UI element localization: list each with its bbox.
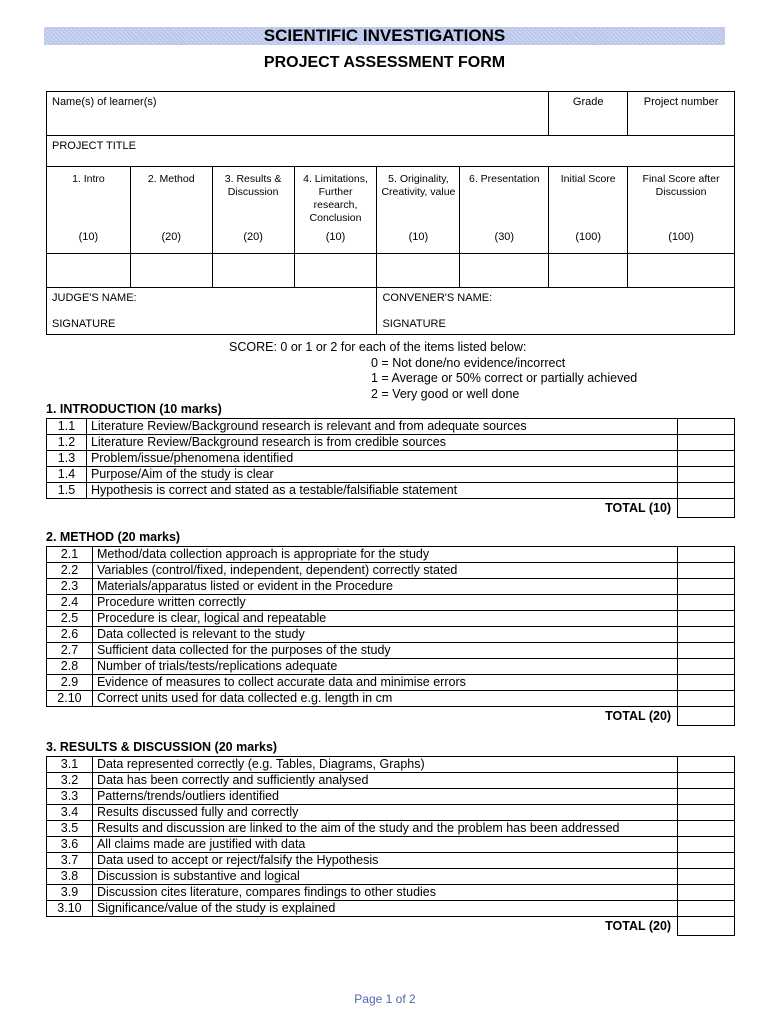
criterion-number: 3.10: [47, 901, 93, 917]
criterion-score-cell[interactable]: [678, 757, 735, 773]
criterion-score-cell[interactable]: [678, 691, 735, 707]
max-presentation: (30): [460, 231, 549, 253]
criterion-row: [47, 853, 735, 869]
project-title-label: PROJECT TITLE: [52, 140, 136, 152]
total-label: TOTAL (20): [47, 707, 678, 726]
section-intro-title: 1. INTRODUCTION (10 marks): [46, 402, 222, 416]
criterion-number: 2.10: [47, 691, 93, 707]
criterion-text: Results and discussion are linked to the aim of the study and the problem has been addressed: [92, 821, 677, 837]
criterion-row: [47, 563, 735, 579]
score-cell[interactable]: [130, 253, 212, 287]
judge-field[interactable]: [47, 287, 377, 334]
criterion-number: 2.6: [47, 627, 93, 643]
criterion-text: Literature Review/Background research is relevant and from adequate sources: [86, 419, 677, 435]
criterion-row: [47, 789, 735, 805]
criterion-score-cell[interactable]: [678, 483, 735, 499]
col-initial-score: Initial Score: [549, 167, 628, 232]
criterion-text: Literature Review/Background research is from credible sources: [86, 435, 677, 451]
score-cell[interactable]: [377, 253, 460, 287]
criterion-row: [47, 659, 735, 675]
criterion-score-cell[interactable]: [678, 579, 735, 595]
criterion-number: 2.5: [47, 611, 93, 627]
criterion-row: [47, 675, 735, 691]
col-final-score: Final Score after Discussion: [628, 167, 735, 232]
criterion-row: [47, 901, 735, 917]
criterion-score-cell[interactable]: [678, 451, 735, 467]
criterion-row: [47, 467, 735, 483]
criterion-row: [47, 837, 735, 853]
score-cell[interactable]: [628, 253, 735, 287]
score-cell[interactable]: [212, 253, 294, 287]
criterion-text: Data has been correctly and sufficiently analysed: [92, 773, 677, 789]
criterion-text: Number of trials/tests/replications adequate: [92, 659, 677, 675]
criterion-number: 2.1: [47, 547, 93, 563]
project-number-label: Project number: [643, 96, 719, 108]
project-title-field[interactable]: [47, 136, 735, 167]
section-results-title: 3. RESULTS & DISCUSSION (20 marks): [46, 740, 278, 754]
criterion-score-cell[interactable]: [678, 595, 735, 611]
criterion-row: [47, 451, 735, 467]
criterion-row: [47, 627, 735, 643]
max-results: (20): [212, 231, 294, 253]
criterion-row: [47, 805, 735, 821]
max-limitations: (10): [294, 231, 377, 253]
criterion-number: 2.9: [47, 675, 93, 691]
criterion-score-cell[interactable]: [678, 837, 735, 853]
criterion-score-cell[interactable]: [678, 643, 735, 659]
criterion-row: [47, 419, 735, 435]
criterion-score-cell[interactable]: [678, 659, 735, 675]
criterion-text: Data used to accept or reject/falsify the Hypothesis: [92, 853, 677, 869]
criterion-number: 3.4: [47, 805, 93, 821]
col-intro: 1. Intro: [47, 167, 131, 232]
criterion-text: Materials/apparatus listed or evident in the Procedure: [92, 579, 677, 595]
criterion-score-cell[interactable]: [678, 821, 735, 837]
criterion-number: 3.3: [47, 789, 93, 805]
criterion-score-cell[interactable]: [678, 805, 735, 821]
criterion-text: Procedure written correctly: [92, 595, 677, 611]
judge-name-label: JUDGE'S NAME:: [52, 291, 137, 304]
total-score-cell[interactable]: [678, 917, 735, 936]
criterion-number: 2.7: [47, 643, 93, 659]
criterion-score-cell[interactable]: [678, 435, 735, 451]
total-label: TOTAL (20): [47, 917, 678, 936]
criterion-text: Sufficient data collected for the purposes of the study: [92, 643, 677, 659]
score-cell[interactable]: [549, 253, 628, 287]
col-method: 2. Method: [130, 167, 212, 232]
criterion-row: [47, 547, 735, 563]
criterion-text: All claims made are justified with data: [92, 837, 677, 853]
page-number: Page 1 of 2: [354, 992, 416, 1006]
section-intro-table: [46, 418, 735, 518]
criterion-row: [47, 885, 735, 901]
criterion-text: Patterns/trends/outliers identified: [92, 789, 677, 805]
criterion-number: 3.1: [47, 757, 93, 773]
score-cell[interactable]: [294, 253, 377, 287]
criterion-score-cell[interactable]: [678, 563, 735, 579]
score-level-2: 2 = Very good or well done: [371, 387, 520, 401]
criterion-number: 1.1: [47, 419, 87, 435]
project-number-field[interactable]: [628, 92, 735, 136]
max-final-score: (100): [628, 231, 735, 253]
judge-signature-label: SIGNATURE: [52, 317, 116, 330]
criterion-row: [47, 757, 735, 773]
criterion-score-cell[interactable]: [678, 675, 735, 691]
section-results-table: [46, 756, 735, 936]
criterion-score-cell[interactable]: [678, 869, 735, 885]
criterion-text: Procedure is clear, logical and repeatable: [92, 611, 677, 627]
criterion-text: Method/data collection approach is appropriate for the study: [92, 547, 677, 563]
criterion-score-cell[interactable]: [678, 789, 735, 805]
convener-signature-label: SIGNATURE: [382, 317, 446, 330]
criterion-text: Problem/issue/phenomena identified: [86, 451, 677, 467]
score-level-1: 1 = Average or 50% correct or partially achieved: [371, 371, 638, 385]
criterion-score-cell[interactable]: [678, 547, 735, 563]
criterion-number: 3.2: [47, 773, 93, 789]
criterion-text: Results discussed fully and correctly: [92, 805, 677, 821]
total-row: [47, 917, 735, 936]
criterion-text: Discussion is substantive and logical: [92, 869, 677, 885]
criterion-score-cell[interactable]: [678, 773, 735, 789]
criterion-text: Data represented correctly (e.g. Tables, Diagrams, Graphs): [92, 757, 677, 773]
criterion-row: [47, 773, 735, 789]
score-heading: SCORE: 0 or 1 or 2 for each of the items listed below:: [229, 340, 527, 354]
criterion-score-cell[interactable]: [678, 901, 735, 917]
assessment-header-table: [46, 91, 735, 335]
criterion-number: 3.6: [47, 837, 93, 853]
score-cell[interactable]: [460, 253, 549, 287]
criterion-number: 1.3: [47, 451, 87, 467]
criterion-number: 2.4: [47, 595, 93, 611]
criterion-row: [47, 821, 735, 837]
criterion-row: [47, 869, 735, 885]
total-label: TOTAL (10): [47, 499, 678, 518]
criterion-number: 2.8: [47, 659, 93, 675]
criterion-score-cell[interactable]: [678, 611, 735, 627]
score-level-0: 0 = Not done/no evidence/incorrect: [371, 356, 566, 370]
criterion-number: 3.8: [47, 869, 93, 885]
criterion-score-cell[interactable]: [678, 467, 735, 483]
criterion-number: 2.2: [47, 563, 93, 579]
criterion-row: [47, 595, 735, 611]
criterion-number: 2.3: [47, 579, 93, 595]
criterion-score-cell[interactable]: [678, 853, 735, 869]
convener-field[interactable]: [377, 287, 735, 334]
grade-field[interactable]: [549, 92, 628, 136]
criterion-score-cell[interactable]: [678, 419, 735, 435]
criterion-text: Hypothesis is correct and stated as a testable/falsifiable statement: [86, 483, 677, 499]
total-score-cell[interactable]: [678, 499, 735, 518]
max-method: (20): [130, 231, 212, 253]
criterion-row: [47, 691, 735, 707]
criterion-number: 1.2: [47, 435, 87, 451]
col-limitations: 4. Limitations, Further research, Conclusion: [294, 167, 377, 232]
max-intro: (10): [47, 231, 131, 253]
col-results: 3. Results & Discussion: [212, 167, 294, 232]
total-score-cell[interactable]: [678, 707, 735, 726]
criterion-number: 3.5: [47, 821, 93, 837]
score-cell[interactable]: [47, 253, 131, 287]
criterion-text: Correct units used for data collected e.g. length in cm: [92, 691, 677, 707]
form-title: SCIENTIFIC INVESTIGATIONS: [263, 26, 506, 45]
section-method-table: [46, 546, 735, 726]
criterion-row: [47, 643, 735, 659]
form-subtitle: PROJECT ASSESSMENT FORM: [263, 54, 506, 71]
total-row: [47, 707, 735, 726]
criterion-text: Discussion cites literature, compares findings to other studies: [92, 885, 677, 901]
col-presentation: 6. Presentation: [460, 167, 549, 232]
criterion-number: 3.7: [47, 853, 93, 869]
criterion-number: 3.9: [47, 885, 93, 901]
section-method-title: 2. METHOD (20 marks): [46, 530, 181, 544]
max-originality: (10): [377, 231, 460, 253]
col-originality: 5. Originality, Creativity, value: [377, 167, 460, 232]
criterion-text: Variables (control/fixed, independent, dependent) correctly stated: [92, 563, 677, 579]
criterion-row: [47, 579, 735, 595]
criterion-row: [47, 435, 735, 451]
criterion-score-cell[interactable]: [678, 885, 735, 901]
criterion-row: [47, 483, 735, 499]
max-initial-score: (100): [549, 231, 628, 253]
criterion-text: Significance/value of the study is explained: [92, 901, 677, 917]
criterion-number: 1.5: [47, 483, 87, 499]
criterion-number: 1.4: [47, 467, 87, 483]
criterion-text: Purpose/Aim of the study is clear: [86, 467, 677, 483]
total-row: [47, 499, 735, 518]
learners-field[interactable]: [47, 92, 549, 136]
learners-label: Name(s) of learner(s): [52, 96, 157, 108]
convener-name-label: CONVENER'S NAME:: [382, 291, 493, 304]
criterion-text: Data collected is relevant to the study: [92, 627, 677, 643]
grade-label: Grade: [572, 96, 604, 108]
criterion-text: Evidence of measures to collect accurate data and minimise errors: [92, 675, 677, 691]
criterion-row: [47, 611, 735, 627]
criterion-score-cell[interactable]: [678, 627, 735, 643]
